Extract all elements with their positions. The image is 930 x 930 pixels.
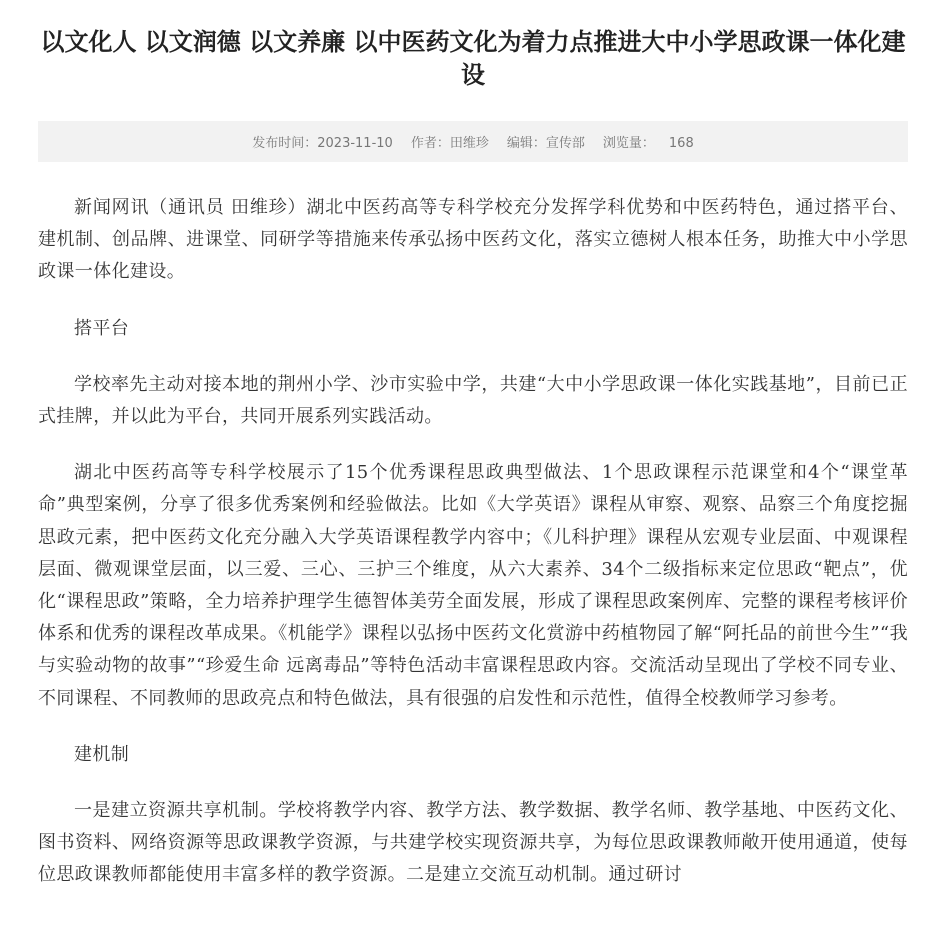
author-value: 田维珍 (449, 136, 489, 151)
section-heading-platform: 搭平台 (74, 317, 130, 339)
editor-value: 宣传部 (545, 136, 585, 151)
paragraph-intro: 新闻网讯（通讯员 田维珍）湖北中医药高等专科学校充分发挥学科优势和中医药特色，通过搭平台、建机制、创品牌、进课堂、同研学等措施来传承弘扬中医药文化，落实立德树人根本任务，助推大中小学思政课一体化建设。 (38, 197, 908, 283)
paragraph-showcase: 湖北中医药高等专科学校展示了15个优秀课程思政典型做法、1个思政课程示范课堂和4个“课堂革命”典型案例，分享了很多优秀案例和经验做法。比如《大学英语》课程从审察、观察、品察三个角度挖掘思政元素，把中医药文化充分融入大学英语课程教学内容中；《儿科护理》课程从宏观专业层面、中观课程层面、微观课堂层面，以三爱、三心、三护三个维度，从六大素养、34个二级指标来定位思政“靶点”，优化“课程思政”策略，全力培养护理学生德智体美劳全面发展，形成了课程思政案例库、完整的课程考核评价体系和优秀的课程改革成果。《机能学》课程以弘扬中医药文化赏游中药植物园了解“阿托品的前世今生”“我与实验动物的故事”“珍爱生命 远离毒品”等特色活动丰富课程思政内容。交流活动呈现出了学校不同专业、不同课程、不同教师的思政亮点和特色做法，具有很强的启发性和示范性，值得全校教师学习参考。 (38, 462, 908, 709)
author (411, 132, 489, 151)
view-count-value: 168 (668, 136, 694, 151)
article-title: 以文化人 以文润德 以文养廉 以中医药文化为着力点推进大中小学思政课一体化建设 (40, 28, 906, 89)
author-label: 作者： (410, 136, 450, 151)
publish-time-label: 发布时间： (252, 136, 318, 151)
paragraph-platform: 学校率先主动对接本地的荆州小学、沙市实验中学，共建“大中小学思政课一体化实践基地”，目前已正式挂牌，并以此为平台，共同开展系列实践活动。 (38, 373, 908, 428)
view-count-label: 浏览量： (602, 136, 655, 151)
article-meta-bar (38, 121, 908, 162)
article-body (38, 192, 908, 916)
editor (507, 132, 585, 151)
editor-label: 编辑： (506, 136, 546, 151)
publish-time (252, 132, 393, 151)
publish-time-value: 2023-11-10 (317, 136, 393, 151)
paragraph-mechanism: 一是建立资源共享机制。学校将教学内容、教学方法、教学数据、教学名师、教学基地、中医药文化、图书资料、网络资源等思政课教学资源，与共建学校实现资源共享，为每位思政课教师敞开使用通道，使每位思政课教师都能使用丰富多样的教学资源。二是建立交流互动机制。通过研讨 (38, 800, 908, 886)
view-count (603, 132, 694, 151)
section-heading-mechanism: 建机制 (74, 743, 130, 765)
